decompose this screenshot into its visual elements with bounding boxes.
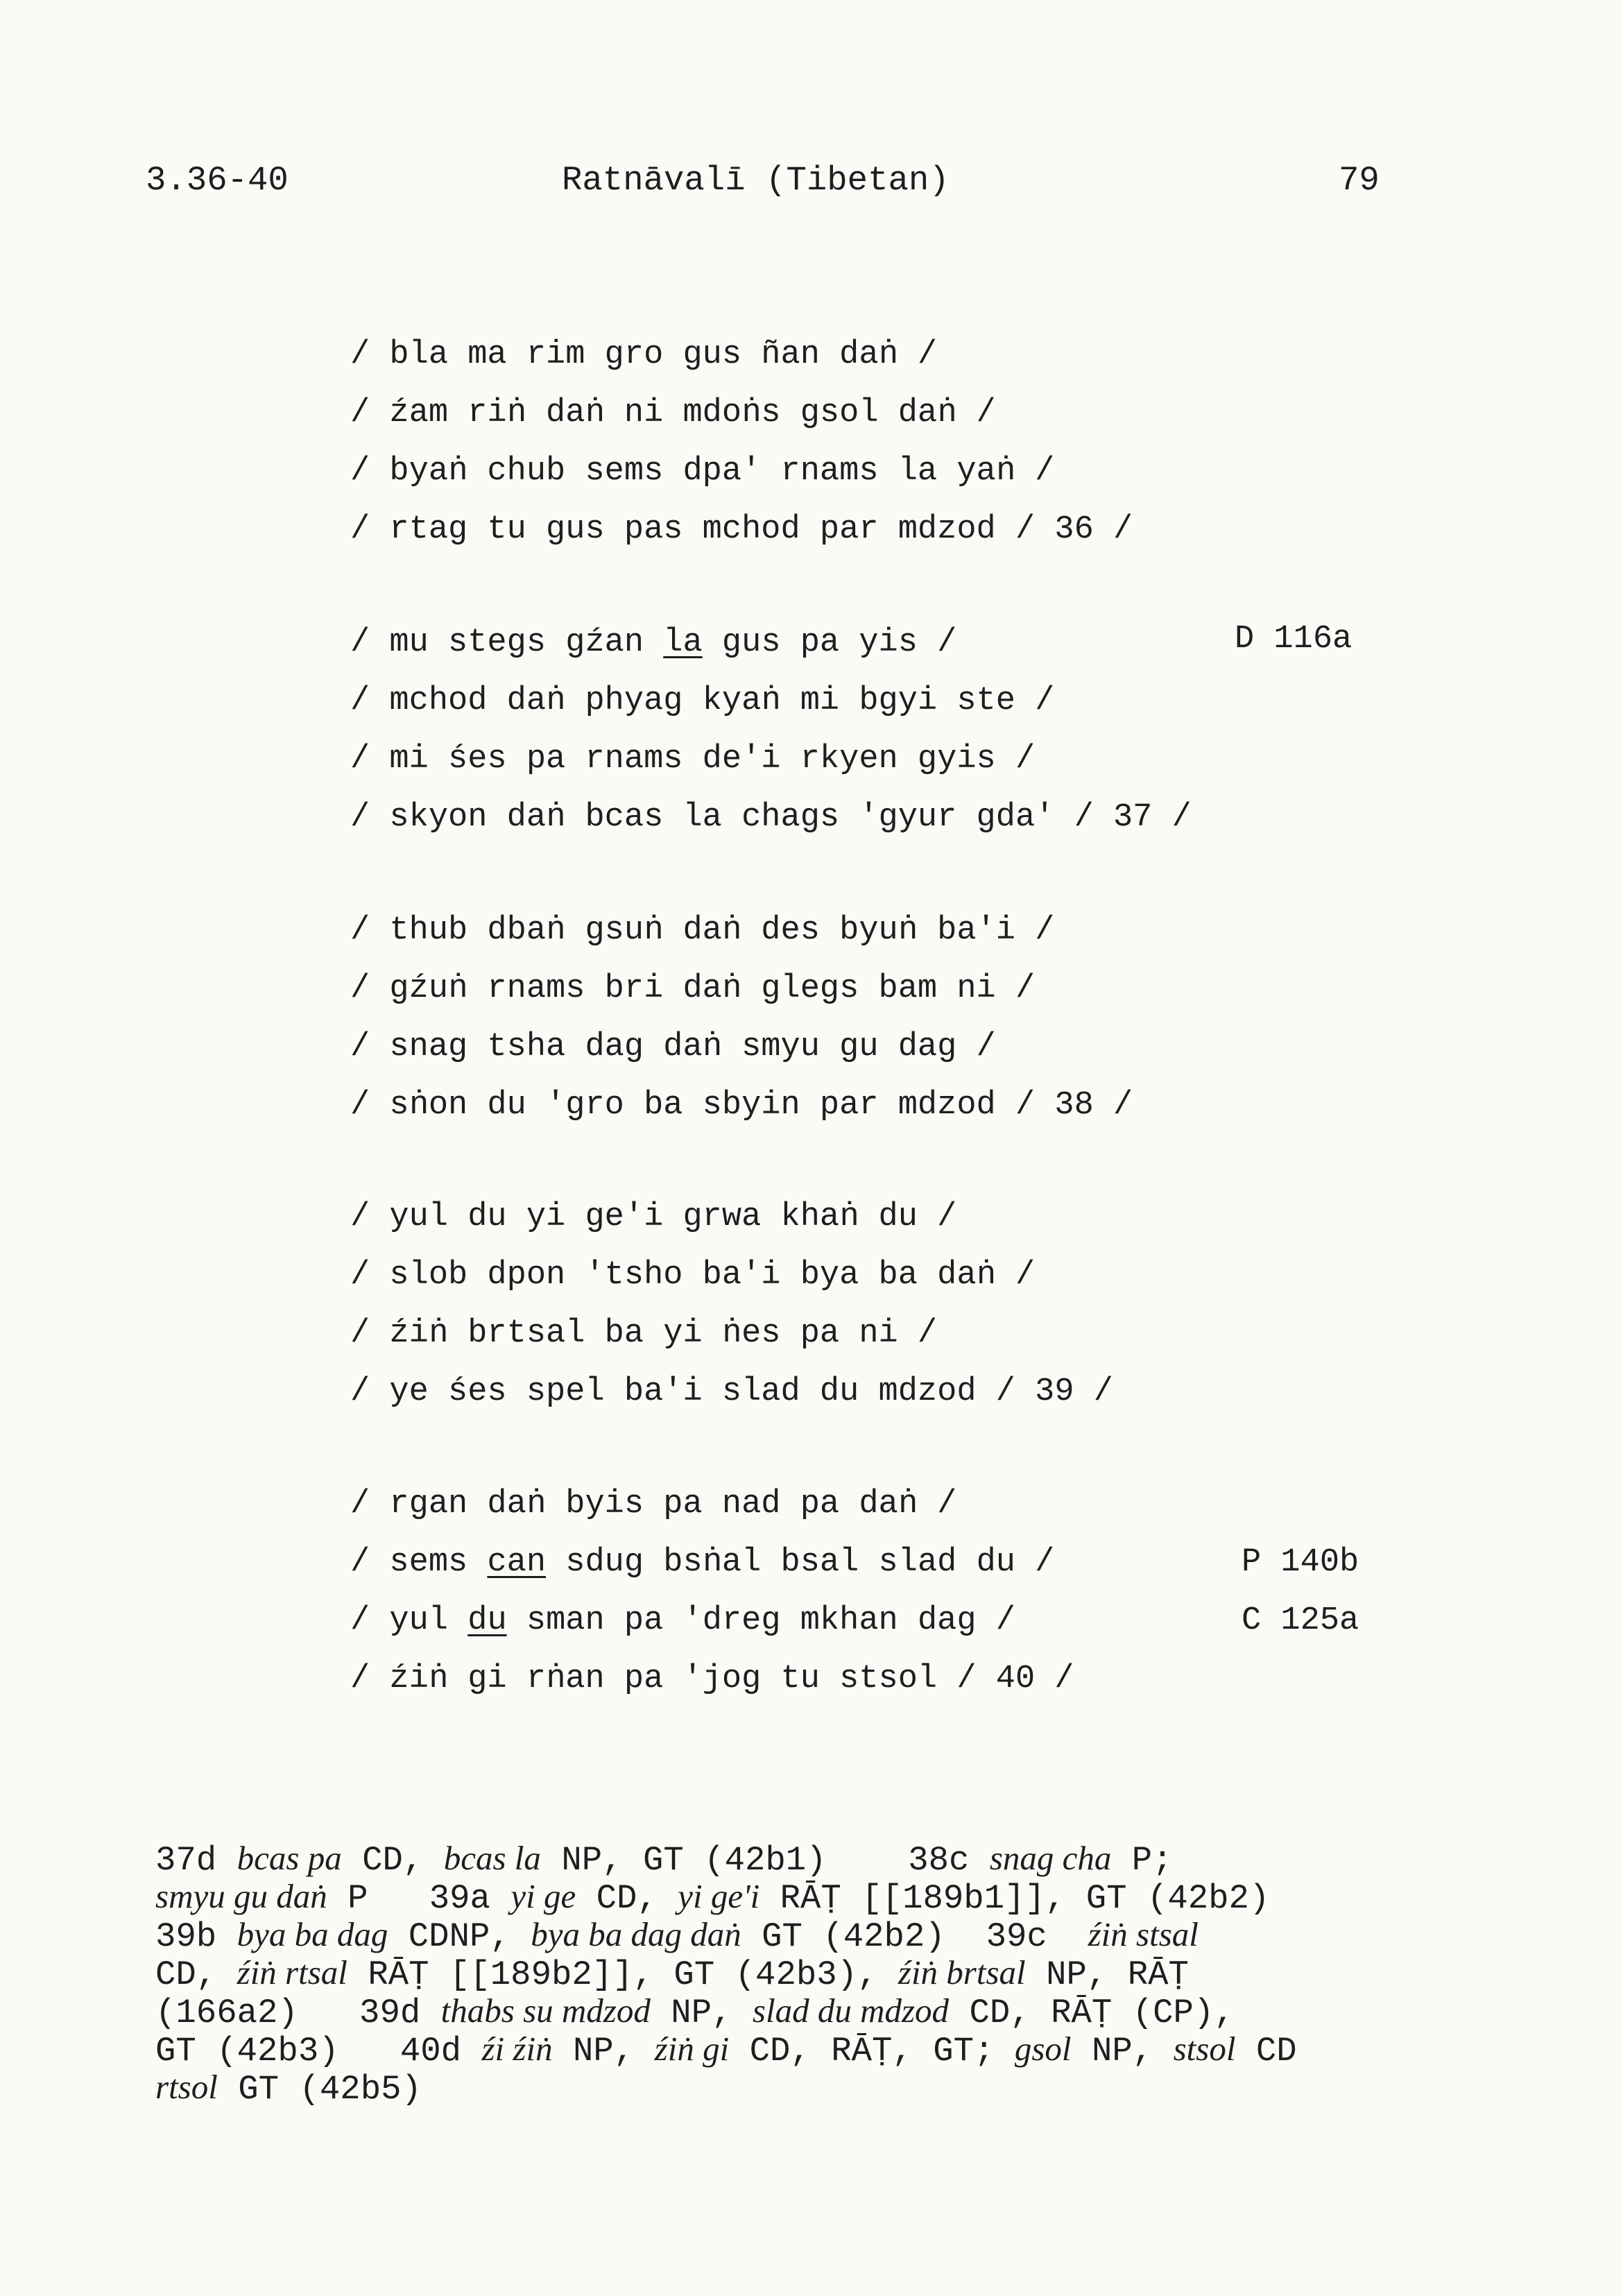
verse-text: / źiṅ gi rṅan pa 'jog tu stsol / 40 /: [350, 1661, 1074, 1697]
verse-text: / snag tsha dag daṅ smyu gu dag /: [350, 1029, 996, 1065]
verse-text: / yul du yi ge'i grwa khaṅ du /: [350, 1199, 957, 1235]
underlined-word: du: [467, 1602, 507, 1639]
verse-line: [350, 912, 1054, 949]
verse-text: / bla ma rim gro gus ñan daṅ /: [350, 336, 938, 373]
underlined-word: can: [487, 1544, 547, 1581]
verse-text: sdug bsṅal bsal slad du /: [546, 1544, 1055, 1581]
variant-reading: yi ge: [510, 1877, 576, 1915]
variant-reading: bya ba dag: [237, 1915, 388, 1953]
variant-reading: slad du mdzod: [752, 1991, 950, 2030]
apparatus-text: NP, RĀṬ: [1025, 1955, 1189, 1994]
apparatus-text: CD,: [576, 1879, 678, 1918]
verse-line: [350, 1486, 956, 1523]
variant-reading: bya ba dag daṅ: [531, 1915, 741, 1953]
variant-reading: stsol: [1173, 2030, 1236, 2068]
variant-reading: yi ge'i: [678, 1877, 760, 1915]
verse-line: [350, 1602, 1015, 1639]
apparatus-text: P 39a: [327, 1879, 511, 1918]
verse-line: [350, 970, 1035, 1007]
verse-line: [350, 741, 1035, 778]
apparatus-line: [155, 2029, 1297, 2071]
verse-text: / gźuṅ rnams bri daṅ glegs bam ni /: [350, 970, 1036, 1007]
apparatus-text: CD,: [155, 1955, 237, 1994]
verse-text: / rtag tu gus pas mchod par mdzod / 36 /: [350, 511, 1133, 548]
apparatus-line: [155, 1953, 1189, 1994]
apparatus-text: GT (42b2) 39c: [741, 1917, 1088, 1956]
verse-line: [350, 1373, 1113, 1410]
apparatus-text: GT (42b5): [217, 2070, 422, 2109]
verse-text: / mu stegs gźan: [350, 624, 664, 661]
verse-text: / byaṅ chub sems dpa' rnams la yaṅ /: [350, 453, 1055, 490]
apparatus-text: CDNP,: [388, 1917, 531, 1956]
variant-reading: bcas pa: [237, 1839, 342, 1877]
underlined-word: la: [663, 624, 703, 661]
apparatus-text: (166a2) 39d: [155, 1994, 441, 2032]
verse-text: / skyon daṅ bcas la chags 'gyur gda' / 37 /: [350, 799, 1192, 836]
apparatus-line: [155, 1914, 1199, 1956]
verse-text: / rgan daṅ byis pa nad pa daṅ /: [350, 1486, 957, 1523]
variant-reading: źi źiṅ: [481, 2030, 553, 2068]
variant-reading: gsol: [1014, 2030, 1072, 2068]
verse-line: [350, 1199, 956, 1235]
siglum-c-125a: C 125a: [1242, 1602, 1359, 1639]
verse-text: / mchod daṅ phyag kyaṅ mi bgyi ste /: [350, 683, 1055, 719]
verse-line: [350, 1257, 1035, 1294]
siglum-p-140b: P 140b: [1242, 1544, 1359, 1581]
apparatus-text: CD, RĀṬ (CP),: [949, 1994, 1235, 2032]
verse-line: [350, 336, 937, 373]
apparatus-text: NP, GT (42b1) 38c: [540, 1841, 990, 1880]
verse-line: [350, 1661, 1074, 1697]
apparatus-text: RĀṬ [[189b1]], GT (42b2): [759, 1879, 1270, 1918]
apparatus-text: P;: [1111, 1841, 1173, 1880]
verse-text: / źiṅ brtsal ba yi ṅes pa ni /: [350, 1315, 938, 1352]
apparatus-line: [155, 2067, 422, 2109]
apparatus-text: NP,: [650, 1994, 753, 2032]
verse-line: [350, 1544, 1054, 1581]
verse-text: / mi śes pa rnams de'i rkyen gyis /: [350, 741, 1036, 778]
apparatus-line: [155, 1991, 1235, 2032]
verse-text: / źam riṅ daṅ ni mdoṅs gsol daṅ /: [350, 395, 996, 431]
apparatus-line: [155, 1876, 1269, 1918]
verse-text: / yul: [350, 1602, 468, 1639]
verse-text: / sṅon du 'gro ba sbyin par mdzod / 38 /: [350, 1087, 1133, 1124]
verse-text: gus pa yis /: [702, 624, 957, 661]
section-reference: 3.36-40: [146, 161, 289, 200]
variant-reading: źiṅ gi: [654, 2030, 730, 2068]
siglum-d-116a: D 116a: [1235, 621, 1352, 658]
variant-reading: snag cha: [989, 1839, 1112, 1877]
verse-text: / ye śes spel ba'i slad du mdzod / 39 /: [350, 1373, 1113, 1410]
apparatus-text: NP,: [1071, 2032, 1174, 2071]
apparatus-text: 39b: [155, 1917, 237, 1956]
verse-line: [350, 395, 996, 431]
verse-line: [350, 799, 1192, 836]
apparatus-text: CD, RĀṬ, GT;: [729, 2032, 1015, 2071]
variant-reading: smyu gu daṅ: [155, 1877, 327, 1915]
page-number: 79: [1339, 161, 1380, 200]
variant-reading: źiṅ brtsal: [898, 1953, 1026, 1991]
apparatus-text: 37d: [155, 1841, 237, 1880]
verse-line: [350, 624, 956, 661]
variant-reading: bcas la: [443, 1839, 541, 1877]
variant-reading: źiṅ stsal: [1088, 1915, 1199, 1953]
apparatus-text: CD: [1235, 2032, 1297, 2071]
verse-line: [350, 511, 1133, 548]
verse-text: sman pa 'dreg mkhan dag /: [506, 1602, 1015, 1639]
apparatus-text: CD,: [341, 1841, 444, 1880]
verse-line: [350, 1029, 996, 1065]
verse-line: [350, 683, 1054, 719]
verse-text: / sems: [350, 1544, 488, 1581]
apparatus-text: GT (42b3) 40d: [155, 2032, 482, 2071]
verse-line: [350, 1087, 1133, 1124]
apparatus-line: [155, 1838, 1173, 1880]
apparatus-text: RĀṬ [[189b2]], GT (42b3),: [347, 1955, 898, 1994]
verse-text: / slob dpon 'tsho ba'i bya ba daṅ /: [350, 1257, 1036, 1294]
variant-reading: thabs su mdzod: [440, 1991, 651, 2030]
verse-text: / thub dbaṅ gsuṅ daṅ des byuṅ ba'i /: [350, 912, 1055, 949]
verse-line: [350, 453, 1054, 490]
verse-line: [350, 1315, 937, 1352]
apparatus-text: NP,: [552, 2032, 655, 2071]
page-title: Ratnāvalī (Tibetan): [562, 161, 950, 200]
variant-reading: źiṅ rtsal: [237, 1953, 347, 1991]
variant-reading: rtsol: [155, 2068, 218, 2106]
